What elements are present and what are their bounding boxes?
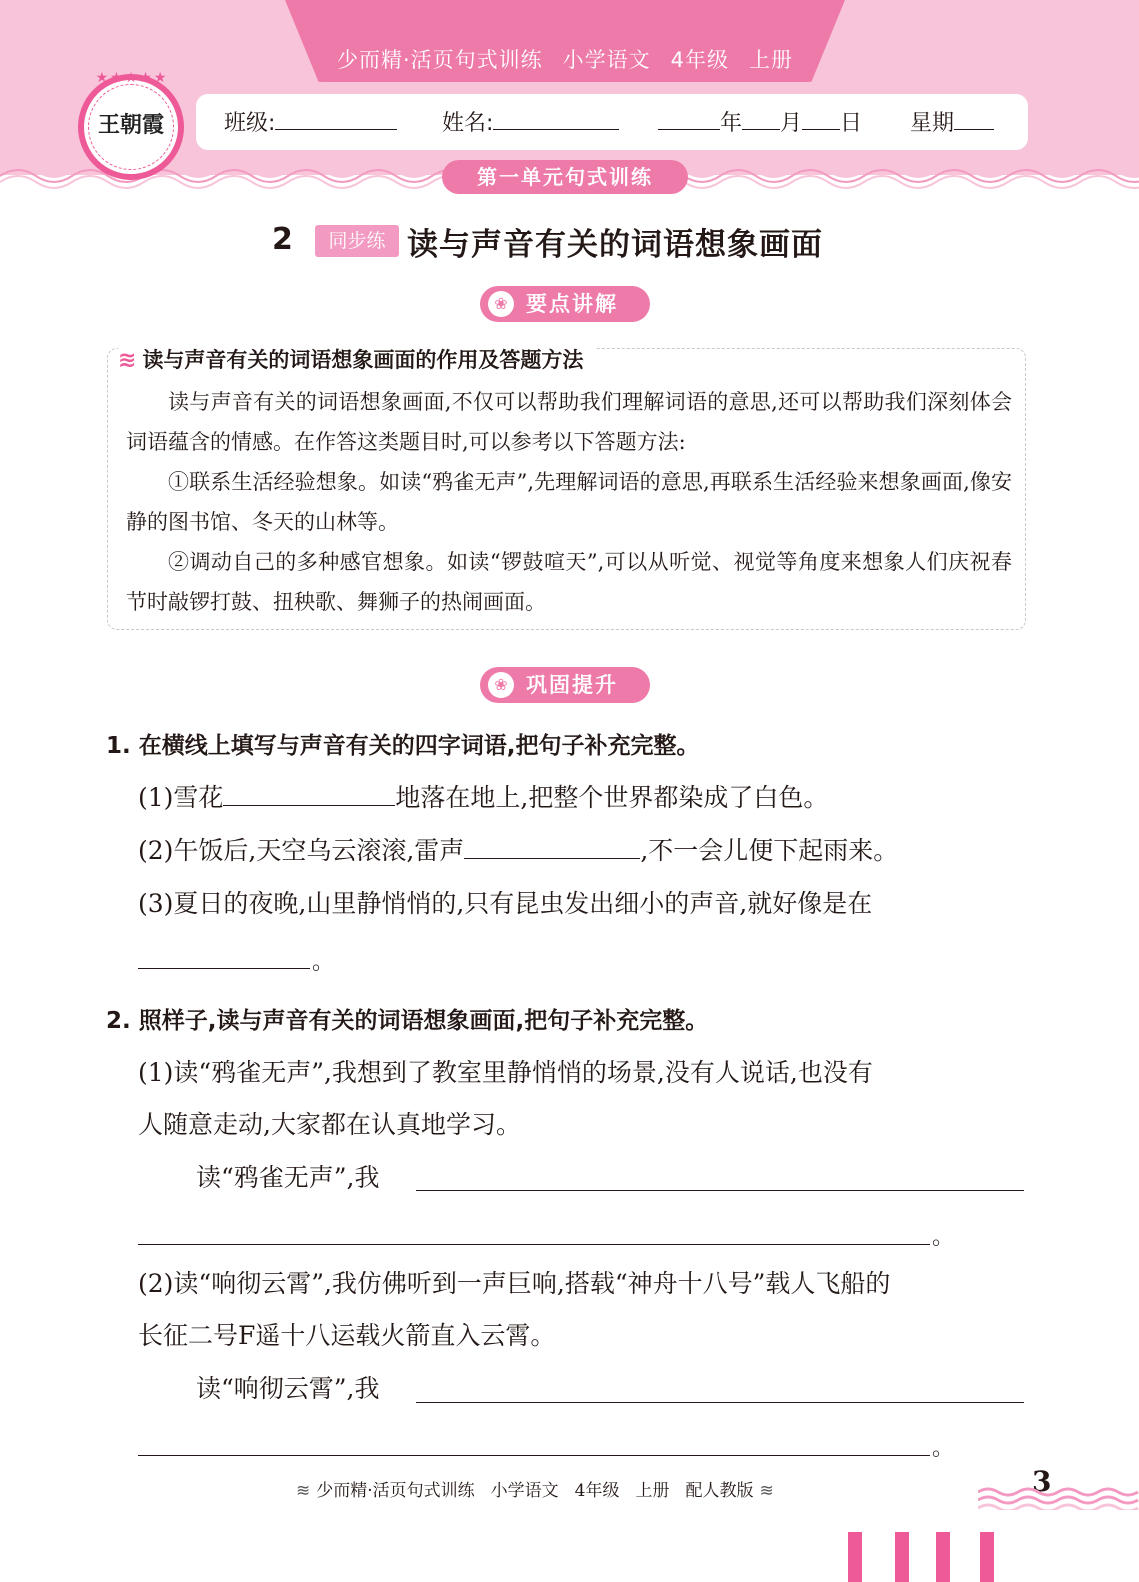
footer-volume: 上册 [635,1481,670,1501]
q1-item3-blank[interactable] [138,968,310,969]
wave-icon: ≋ [118,348,137,373]
q1-item3-period: 。 [312,950,335,975]
section-practice-label: 巩固提升 [526,673,618,697]
q2-example-1-line-2: 人随意走动,大家都在认真地学习。 [138,1110,521,1139]
section-key-points [480,286,650,322]
footer-line [290,1476,780,1501]
explanation-paragraph-2: ①联系生活经验想象。如读“鸦雀无声”,先理解词语的意思,再联系生活经验来想象画面,像安静的图书馆、冬天的山林等。 [126,470,1012,534]
q1-item2-text-a: (2)午饭后,天空乌云滚滚,雷声 [138,836,465,865]
year-label: 年 [720,111,743,136]
q2-item-1-period: 。 [932,1225,955,1250]
footer-edition: 配人教版 [685,1481,754,1501]
page-tab-1 [848,1532,862,1582]
class-blank[interactable] [275,108,397,130]
section-practice [480,667,650,703]
q2-example-1-line-1: (1)读“鸦雀无声”,我想到了教室里静悄悄的场景,没有人说话,也没有 [138,1058,873,1087]
class-field[interactable] [224,106,397,137]
footer-wave [978,1486,1139,1510]
weekday-field[interactable] [910,106,994,137]
q1-item1-blank[interactable] [223,782,395,806]
header-series-line [285,44,845,74]
footer-subject: 小学语文 [490,1481,559,1501]
footer-grade: 4年级 [574,1481,620,1501]
header-subject: 小学语文 [562,48,651,72]
q2-item-1-answer-line-1[interactable] [416,1190,1024,1191]
q1-item2-text-b: ,不一会儿便下起雨来。 [640,836,899,865]
question-1-item-2 [138,831,898,867]
class-label: 班级: [224,111,276,136]
month-blank[interactable] [742,108,780,130]
weekday-blank[interactable] [954,108,994,130]
wave-icon: ≋ [296,1481,311,1501]
weekday-label: 星期 [910,111,955,136]
q1-item1-text-a: (1)雪花 [138,783,224,812]
lesson-title: 读与声音有关的词语想象画面 [407,227,823,263]
q2-example-2-line-2: 长征二号F遥十八运载火箭直入云霄。 [138,1321,556,1350]
medal-icon: ❀ [488,291,514,317]
date-field[interactable] [658,106,862,137]
explanation-heading [118,344,595,374]
page-tab-3 [936,1532,950,1582]
question-1-item-3: (3)夏日的夜晚,山里静悄悄的,只有昆虫发出细小的声音,就好像是在 [138,889,873,918]
q2-item-2-answer-line-2[interactable] [138,1455,930,1456]
question-1-title: 1. 在横线上填写与声音有关的四字词语,把句子补充完整。 [106,733,700,759]
logo-text: 王朝霞 [97,112,164,138]
q2-item-1-prompt: 读“鸦雀无声”,我 [196,1163,380,1192]
publisher-logo [78,70,184,180]
page-number: 3 [1032,1465,1052,1498]
q2-example-2-line-1: (2)读“响彻云霄”,我仿佛听到一声巨响,搭载“神舟十八号”载人飞船的 [138,1269,891,1298]
explanation-paragraph-3: ②调动自己的多种感官想象。如读“锣鼓喧天”,可以从听觉、视觉等角度来想象人们庆祝春节时敲锣打鼓、扭秧歌、舞狮子的热闹画面。 [126,550,1012,614]
q2-item-2-prompt: 读“响彻云霄”,我 [196,1374,380,1403]
header-grade: 4年级 [670,48,730,72]
year-blank[interactable] [658,108,720,130]
unit-label: 第一单元句式训练 [442,160,688,194]
month-label: 月 [780,111,803,136]
lesson-badge: 同步练 [315,225,399,257]
medal-icon: ❀ [488,672,514,698]
question-1-item-1 [138,778,828,814]
q1-item2-blank[interactable] [464,835,640,859]
header-series: 少而精·活页句式训练 [336,48,543,72]
day-blank[interactable] [802,108,840,130]
name-label: 姓名: [442,111,494,136]
explanation-paragraph-1: 读与声音有关的词语想象画面,不仅可以帮助我们理解词语的意思,还可以帮助我们深刻体会词语蕴含的情感。在作答这类题目时,可以参考以下答题方法: [126,390,1012,454]
lesson-number: 2 [272,222,293,257]
question-2-title: 2. 照样子,读与声音有关的词语想象画面,把句子补充完整。 [106,1008,709,1034]
explanation-heading-text: 读与声音有关的词语想象画面的作用及答题方法 [142,348,584,372]
name-blank[interactable] [493,108,619,130]
day-label: 日 [840,111,863,136]
q2-item-2-answer-line-1[interactable] [416,1402,1024,1403]
q2-item-2-period: 。 [932,1436,955,1461]
logo-stars-icon: ★★★★★ [95,70,169,86]
page-tab-2 [895,1532,909,1582]
header-volume: 上册 [749,48,794,72]
q1-item1-text-b: 地落在地上,把整个世界都染成了白色。 [395,783,829,812]
section-key-points-label: 要点讲解 [526,292,618,316]
wave-icon: ≋ [759,1481,774,1501]
page-tab-4 [980,1532,994,1582]
q2-item-1-answer-line-2[interactable] [138,1244,930,1245]
name-field[interactable] [442,106,619,137]
footer-series: 少而精·活页句式训练 [316,1481,475,1501]
